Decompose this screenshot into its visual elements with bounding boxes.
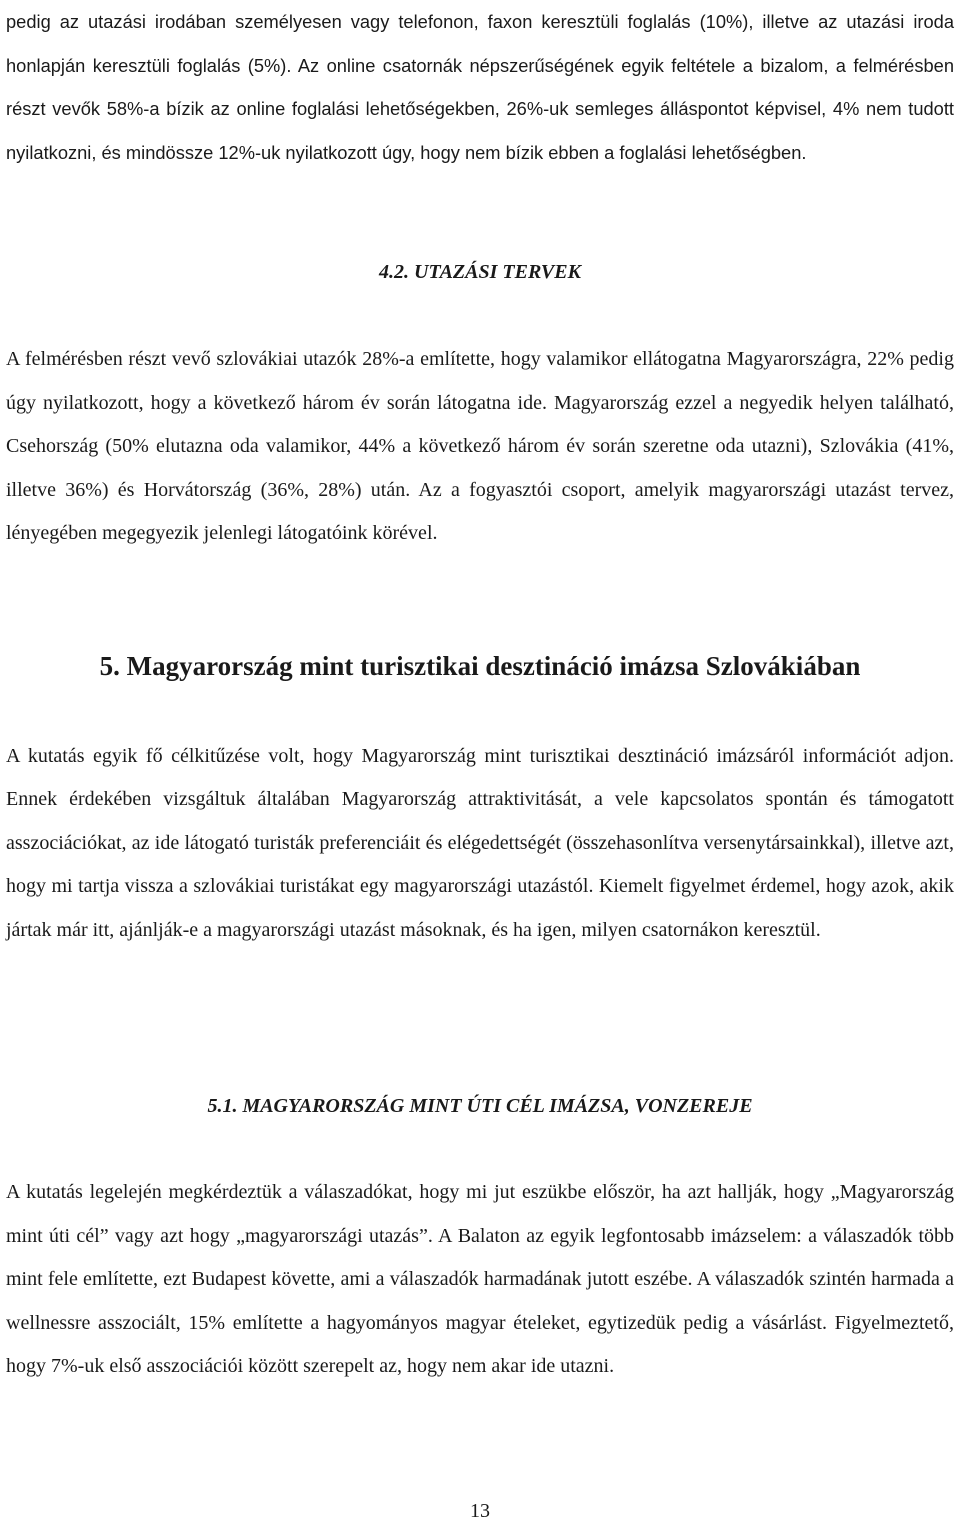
section-heading-4-2: 4.2. UTAZÁSI TERVEK — [379, 261, 581, 283]
section-heading-5: 5. Magyarország mint turisztikai desztináció imázsa Szlovákiában — [99, 651, 861, 681]
page-number: 13 — [470, 1500, 490, 1522]
paragraph-research-goal: A kutatás egyik fő célkitűzése volt, hogy Magyarország mint turisztikai desztináció imázsáról információt adjon. Ennek érdekében vizsgáltuk általában Magyarország attraktivitását, a vele kapcsolatos spontán és támogatott asszociációkat, az ide látogató turisták preferenciáit és elégedettségét (összehasonlítva versenytársainkkal), illetve azt, hogy mi tartja vissza a szlovákiai turistákat egy magyarországi utazástól. Kiemelt figyelmet érdemel, hogy azok, akik jártak már itt, ajánlják-e a magyarországi utazást másoknak, és ha igen, milyen csatornákon keresztül. — [6, 745, 954, 941]
paragraph-travel-plans: A felmérésben részt vevő szlovákiai utazók 28%-a említette, hogy valamikor ellátogatna Magyarországra, 22% pedig úgy nyilatkozott, hogy a következő három év során látogatna ide. Magyarország ezzel a negyedik helyen található, Csehország (50% elutazna oda valamikor, 44% a következő három év során szeretne oda utazni), Szlovákia (41%, illetve 36%) és Horvátország (36%, 28%) után. Az a fogyasztói csoport, amelyik magyarországi utazást tervez, lényegében megegyezik jelenlegi látogatóink körével. — [6, 348, 954, 544]
paragraph-associations: A kutatás legelején megkérdeztük a válaszadókat, hogy mi jut eszükbe először, ha azt hallják, hogy „Magyarország mint úti cél” vagy azt hogy „magyarországi utazás”. A Balaton az egyik legfontosabb imázselem: a válaszadók több mint fele említette, ezt Budapest követte, ami a válaszadók harmadának jutott eszébe. A válaszadók szintén harmada a wellnessre asszociált, 15% említette a hagyományos magyar ételeket, egytizedük pedig a vásárlást. Figyelmeztető, hogy 7%-uk első asszociációi között szerepelt az, hogy nem akar ide utazni. — [6, 1181, 954, 1377]
section-heading-5-1: 5.1. MAGYARORSZÁG MINT ÚTI CÉL IMÁZSA, VONZEREJE — [207, 1095, 753, 1117]
paragraph-online-booking: pedig az utazási irodában személyesen vagy telefonon, faxon keresztüli foglalás (10%), illetve az utazási iroda honlapján keresztüli foglalás (5%). Az online csatornák népszerűségének egyik feltétele a bizalom, a felmérésben részt vevők 58%-a bízik az online foglalási lehetőségekben, 26%-uk semleges álláspontot képvisel, 4% nem tudott nyilatkozni, és mindössze 12%-uk nyilatkozott úgy, hogy nem bízik ebben a foglalási lehetőségben. — [6, 11, 954, 163]
